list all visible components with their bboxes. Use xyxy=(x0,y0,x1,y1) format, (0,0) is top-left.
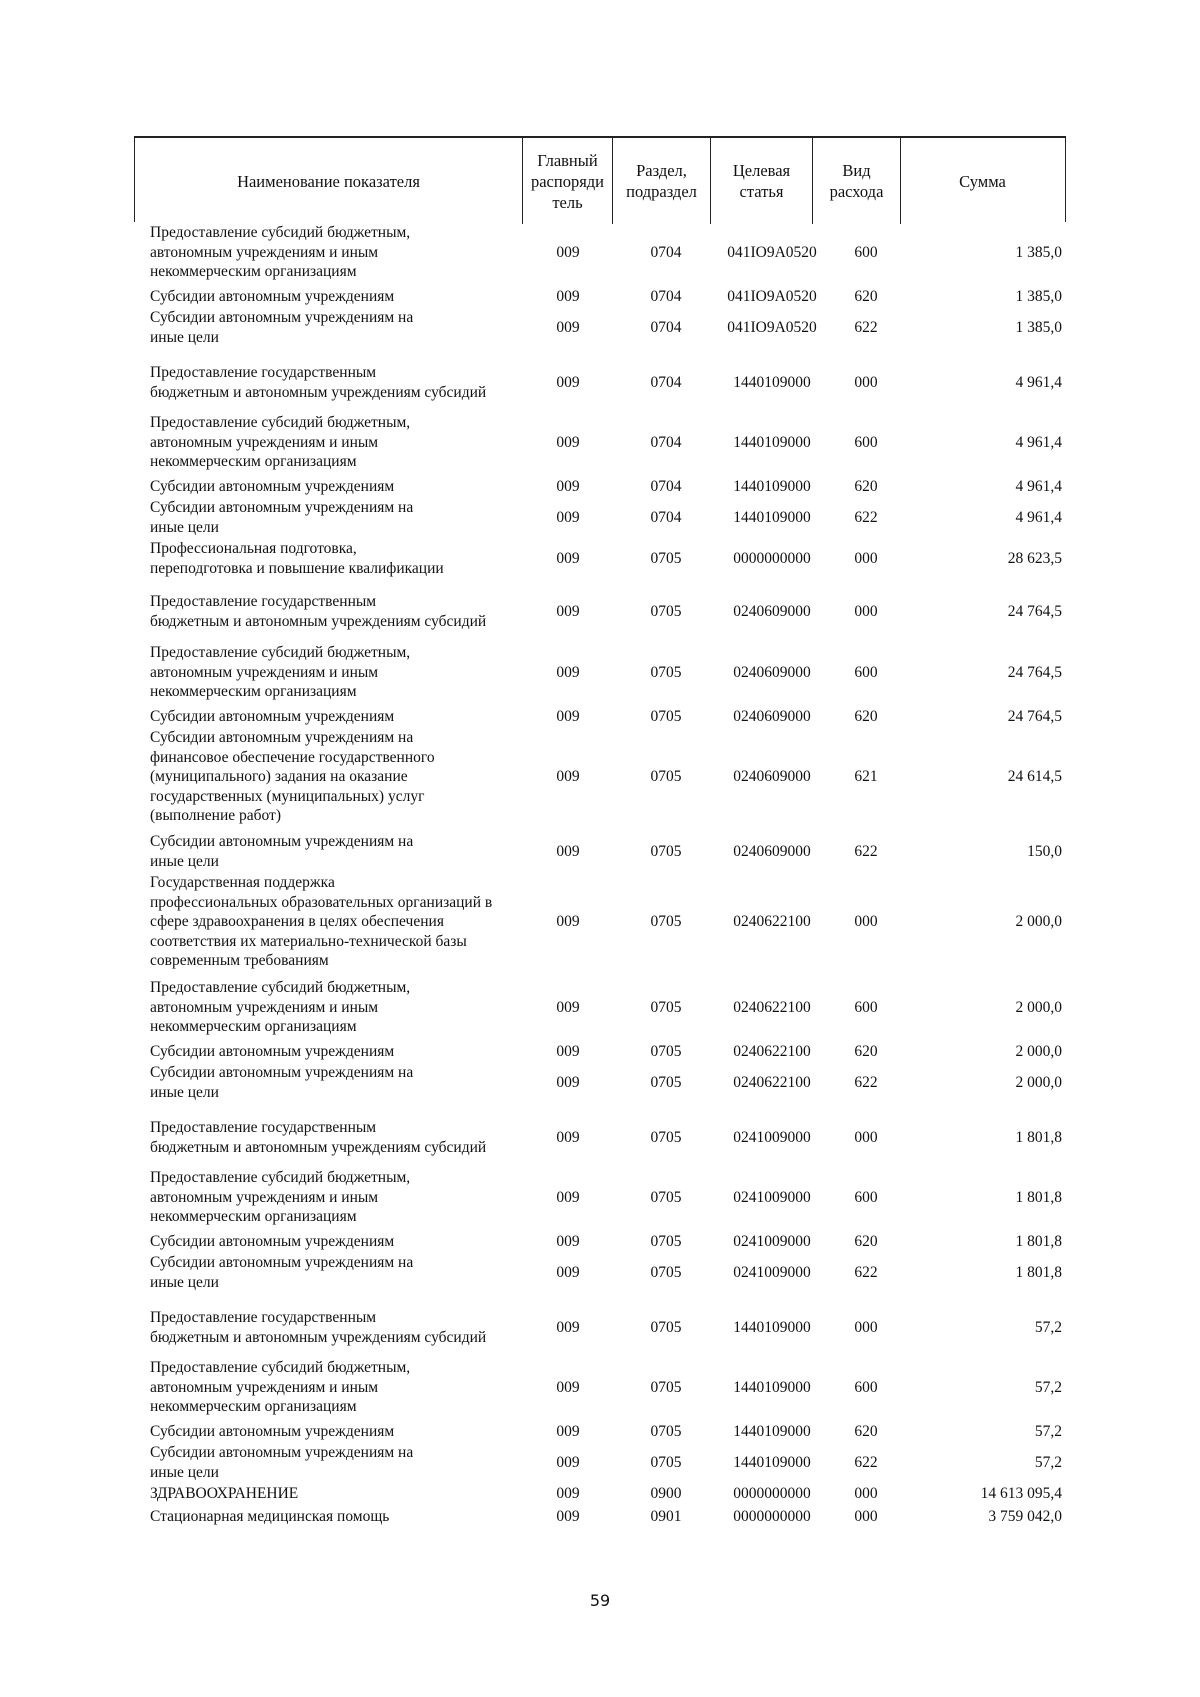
row-section: 0704 xyxy=(650,243,682,261)
row-name: Стационарная медицинская помощь xyxy=(150,1508,390,1525)
table-row xyxy=(0,707,1200,727)
row-name: Государственная поддержка профессиональных образовательных организаций в сфере здравоохранения в целях обеспечения соответствия их материально-технической базы современным требованиям xyxy=(150,874,493,969)
row-sum: 2 000,0 xyxy=(1015,1073,1062,1091)
table-row xyxy=(0,1232,1200,1252)
row-chief-administrator: 009 xyxy=(556,663,580,681)
row-name: Предоставление государственным бюджетным и автономным учреждениям субсидий xyxy=(150,593,487,630)
row-sum: 1 801,8 xyxy=(1015,1233,1062,1250)
table-row xyxy=(0,477,1200,497)
row-chief-administrator: 009 xyxy=(556,1485,580,1502)
row-name: Предоставление государственным бюджетным и автономным учреждениям субсидий xyxy=(150,364,487,401)
row-chief-administrator: 009 xyxy=(556,1423,580,1440)
row-name: Субсидии автономным учреждениям на иные цели xyxy=(150,1444,414,1481)
row-target-article: 0240609000 xyxy=(733,708,811,725)
row-section: 0705 xyxy=(650,1073,682,1091)
row-sum: 57,2 xyxy=(1034,1318,1062,1336)
row-target-article: 0240609000 xyxy=(733,768,811,785)
row-expense-type: 620 xyxy=(854,478,878,495)
row-target-article: 0240622100 xyxy=(733,913,811,930)
row-chief-administrator: 009 xyxy=(556,1508,580,1525)
row-expense-type: 000 xyxy=(854,1128,878,1146)
row-section: 0705 xyxy=(650,1378,682,1396)
row-chief-administrator: 009 xyxy=(556,1263,580,1281)
row-target-article: 1440109000 xyxy=(733,478,811,495)
row-target-article: 0241009000 xyxy=(733,1233,811,1250)
row-sum: 1 385,0 xyxy=(1015,318,1062,336)
table-row xyxy=(0,363,1200,402)
row-target-article: 041IO9A0520 xyxy=(727,288,817,305)
row-chief-administrator: 009 xyxy=(556,1318,580,1336)
table-row xyxy=(0,1063,1200,1102)
row-section: 0705 xyxy=(650,663,682,681)
row-expense-type: 622 xyxy=(854,1263,878,1281)
page-number: 59 xyxy=(589,1591,611,1610)
row-chief-administrator: 009 xyxy=(556,1128,580,1146)
row-target-article: 1440109000 xyxy=(733,1318,811,1336)
row-target-article: 0241009000 xyxy=(733,1188,811,1206)
row-section: 0704 xyxy=(650,433,682,451)
row-chief-administrator: 009 xyxy=(556,1453,580,1471)
row-expense-type: 622 xyxy=(854,842,878,860)
row-section: 0705 xyxy=(650,1233,682,1250)
row-target-article: 1440109000 xyxy=(733,1453,811,1471)
table-row xyxy=(0,539,1200,578)
row-sum: 1 385,0 xyxy=(1015,243,1062,261)
row-target-article: 0240609000 xyxy=(733,842,811,860)
row-name: Предоставление государственным бюджетным и автономным учреждениям субсидий xyxy=(150,1119,487,1156)
row-section: 0705 xyxy=(650,602,682,620)
row-sum: 14 613 095,4 xyxy=(980,1485,1062,1502)
row-name: Предоставление субсидий бюджетным, автономным учреждениям и иным некоммерческим организациям xyxy=(150,224,411,280)
row-section: 0705 xyxy=(650,842,682,860)
row-name: Субсидии автономным учреждениям на иные цели xyxy=(150,833,414,870)
table-row xyxy=(0,873,1200,971)
row-sum: 4 961,4 xyxy=(1015,433,1062,451)
row-sum: 2 000,0 xyxy=(1015,1043,1062,1060)
table-row xyxy=(0,413,1200,472)
table-row xyxy=(0,287,1200,307)
table-row xyxy=(0,1168,1200,1227)
row-expense-type: 620 xyxy=(854,288,878,305)
row-section: 0705 xyxy=(650,1423,682,1440)
row-name: Субсидии автономным учреждениям xyxy=(150,1233,395,1250)
row-section: 0704 xyxy=(650,478,682,495)
row-expense-type: 600 xyxy=(854,1378,878,1396)
row-section: 0704 xyxy=(650,373,682,391)
row-target-article: 0000000000 xyxy=(733,549,811,567)
table-row xyxy=(0,1042,1200,1062)
table-row xyxy=(0,1308,1200,1347)
row-chief-administrator: 009 xyxy=(556,602,580,620)
row-name: Предоставление субсидий бюджетным, автономным учреждениям и иным некоммерческим организациям xyxy=(150,1359,411,1415)
table-row xyxy=(0,1118,1200,1157)
row-chief-administrator: 009 xyxy=(556,433,580,451)
row-section: 0704 xyxy=(650,318,682,336)
row-expense-type: 622 xyxy=(854,318,878,336)
table-row xyxy=(0,978,1200,1037)
header-section: Раздел, подраздел xyxy=(612,138,710,224)
header-target-article: Целевая статья xyxy=(710,138,812,224)
row-expense-type: 620 xyxy=(854,1233,878,1250)
row-target-article: 0241009000 xyxy=(733,1263,811,1281)
row-name: Субсидии автономным учреждениям xyxy=(150,478,395,495)
row-name: Предоставление государственным бюджетным и автономным учреждениям субсидий xyxy=(150,1309,487,1346)
table-row xyxy=(0,1358,1200,1417)
row-expense-type: 000 xyxy=(854,1318,878,1336)
row-target-article: 1440109000 xyxy=(733,433,811,451)
row-section: 0705 xyxy=(650,1188,682,1206)
table-header xyxy=(134,136,1066,222)
row-name: Профессиональная подготовка, переподготовка и повышение квалификации xyxy=(150,540,444,577)
row-sum: 24 764,5 xyxy=(1007,663,1062,681)
header-chief-administrator: Главный распоряди тель xyxy=(522,138,612,224)
row-name: Субсидии автономным учреждениям xyxy=(150,708,395,725)
row-chief-administrator: 009 xyxy=(556,1073,580,1091)
row-expense-type: 622 xyxy=(854,1073,878,1091)
table-row xyxy=(0,223,1200,282)
table-row xyxy=(0,1443,1200,1482)
row-name: Субсидии автономным учреждениям xyxy=(150,1423,395,1440)
row-expense-type: 000 xyxy=(854,373,878,391)
row-chief-administrator: 009 xyxy=(556,768,580,785)
row-target-article: 1440109000 xyxy=(733,373,811,391)
row-chief-administrator: 009 xyxy=(556,549,580,567)
row-expense-type: 000 xyxy=(854,913,878,930)
row-expense-type: 600 xyxy=(854,998,878,1016)
row-name: Предоставление субсидий бюджетным, автономным учреждениям и иным некоммерческим организациям xyxy=(150,1169,411,1225)
header-expense-type: Вид расхода xyxy=(812,138,900,224)
row-chief-administrator: 009 xyxy=(556,708,580,725)
row-sum: 2 000,0 xyxy=(1015,998,1062,1016)
row-chief-administrator: 009 xyxy=(556,288,580,305)
table-row xyxy=(0,592,1200,631)
row-chief-administrator: 009 xyxy=(556,318,580,336)
row-section: 0705 xyxy=(650,1318,682,1336)
row-expense-type: 000 xyxy=(854,549,878,567)
table-row xyxy=(0,728,1200,826)
row-sum: 1 385,0 xyxy=(1015,288,1062,305)
row-name: Субсидии автономным учреждениям на иные цели xyxy=(150,1064,414,1101)
row-name: Субсидии автономным учреждениям xyxy=(150,288,395,305)
row-section: 0704 xyxy=(650,508,682,526)
header-sum: Сумма xyxy=(900,138,1064,224)
row-sum: 1 801,8 xyxy=(1015,1188,1062,1206)
row-name: Субсидии автономным учреждениям xyxy=(150,1043,395,1060)
row-chief-administrator: 009 xyxy=(556,1233,580,1250)
row-chief-administrator: 009 xyxy=(556,842,580,860)
table-row xyxy=(0,643,1200,702)
row-section: 0705 xyxy=(650,768,682,785)
row-expense-type: 622 xyxy=(854,508,878,526)
row-sum: 4 961,4 xyxy=(1015,373,1062,391)
row-name: Предоставление субсидий бюджетным, автономным учреждениям и иным некоммерческим организациям xyxy=(150,979,411,1035)
row-section: 0705 xyxy=(650,1453,682,1471)
row-expense-type: 000 xyxy=(854,602,878,620)
table-row xyxy=(0,498,1200,537)
row-chief-administrator: 009 xyxy=(556,373,580,391)
row-sum: 24 614,5 xyxy=(1007,768,1062,785)
row-target-article: 0240622100 xyxy=(733,998,811,1016)
row-chief-administrator: 009 xyxy=(556,1043,580,1060)
row-chief-administrator: 009 xyxy=(556,508,580,526)
row-expense-type: 600 xyxy=(854,433,878,451)
row-target-article: 0240622100 xyxy=(733,1043,811,1060)
table-row xyxy=(0,1422,1200,1442)
row-chief-administrator: 009 xyxy=(556,913,580,930)
row-section: 0705 xyxy=(650,1128,682,1146)
table-row xyxy=(0,832,1200,871)
row-expense-type: 600 xyxy=(854,1188,878,1206)
table-row xyxy=(0,1507,1200,1527)
row-section: 0705 xyxy=(650,913,682,930)
row-sum: 150,0 xyxy=(1027,842,1062,860)
row-expense-type: 000 xyxy=(854,1485,878,1502)
row-sum: 57,2 xyxy=(1034,1423,1062,1440)
row-section: 0705 xyxy=(650,708,682,725)
row-sum: 1 801,8 xyxy=(1015,1128,1062,1146)
row-name: Субсидии автономным учреждениям на финансовое обеспечение государственного (муниципального) задания на оказание государственных (муниципальных) услуг (выполнение работ) xyxy=(150,729,435,824)
row-sum: 1 801,8 xyxy=(1015,1263,1062,1281)
row-expense-type: 600 xyxy=(854,243,878,261)
row-section: 0705 xyxy=(650,1043,682,1060)
row-sum: 57,2 xyxy=(1034,1378,1062,1396)
row-chief-administrator: 009 xyxy=(556,478,580,495)
row-sum: 28 623,5 xyxy=(1007,549,1062,567)
row-expense-type: 600 xyxy=(854,663,878,681)
table-row xyxy=(0,308,1200,347)
row-sum: 2 000,0 xyxy=(1015,913,1062,930)
row-sum: 57,2 xyxy=(1034,1453,1062,1471)
row-chief-administrator: 009 xyxy=(556,998,580,1016)
row-section: 0705 xyxy=(650,549,682,567)
row-name: Предоставление субсидий бюджетным, автономным учреждениям и иным некоммерческим организациям xyxy=(150,644,411,700)
row-name: Субсидии автономным учреждениям на иные цели xyxy=(150,499,414,536)
row-expense-type: 621 xyxy=(854,768,878,785)
row-target-article: 1440109000 xyxy=(733,508,811,526)
row-chief-administrator: 009 xyxy=(556,1188,580,1206)
row-target-article: 0240622100 xyxy=(733,1073,811,1091)
row-sum: 4 961,4 xyxy=(1015,508,1062,526)
row-sum: 4 961,4 xyxy=(1015,478,1062,495)
row-target-article: 0241009000 xyxy=(733,1128,811,1146)
row-expense-type: 000 xyxy=(854,1508,878,1525)
row-section: 0901 xyxy=(650,1508,682,1525)
row-expense-type: 622 xyxy=(854,1453,878,1471)
row-section: 0704 xyxy=(650,288,682,305)
row-sum: 24 764,5 xyxy=(1007,602,1062,620)
row-target-article: 0240609000 xyxy=(733,602,811,620)
header-name: Наименование показателя xyxy=(237,171,420,191)
table-row xyxy=(0,1484,1200,1504)
row-target-article: 1440109000 xyxy=(733,1423,811,1440)
row-target-article: 1440109000 xyxy=(733,1378,811,1396)
row-section: 0705 xyxy=(650,998,682,1016)
row-target-article: 041IO9A0520 xyxy=(727,318,817,336)
row-name: ЗДРАВООХРАНЕНИЕ xyxy=(150,1485,299,1502)
row-name: Субсидии автономным учреждениям на иные цели xyxy=(150,1254,414,1291)
row-name: Предоставление субсидий бюджетным, автономным учреждениям и иным некоммерческим организациям xyxy=(150,414,411,470)
row-expense-type: 620 xyxy=(854,1043,878,1060)
row-target-article: 0000000000 xyxy=(733,1485,811,1502)
row-chief-administrator: 009 xyxy=(556,243,580,261)
row-sum: 3 759 042,0 xyxy=(988,1508,1062,1525)
table-row xyxy=(0,1253,1200,1292)
row-target-article: 041IO9A0520 xyxy=(727,243,817,261)
row-section: 0900 xyxy=(650,1485,682,1502)
row-section: 0705 xyxy=(650,1263,682,1281)
row-target-article: 0240609000 xyxy=(733,663,811,681)
row-chief-administrator: 009 xyxy=(556,1378,580,1396)
row-expense-type: 620 xyxy=(854,708,878,725)
row-target-article: 0000000000 xyxy=(733,1508,811,1525)
row-expense-type: 620 xyxy=(854,1423,878,1440)
row-name: Субсидии автономным учреждениям на иные цели xyxy=(150,309,414,346)
row-sum: 24 764,5 xyxy=(1007,708,1062,725)
